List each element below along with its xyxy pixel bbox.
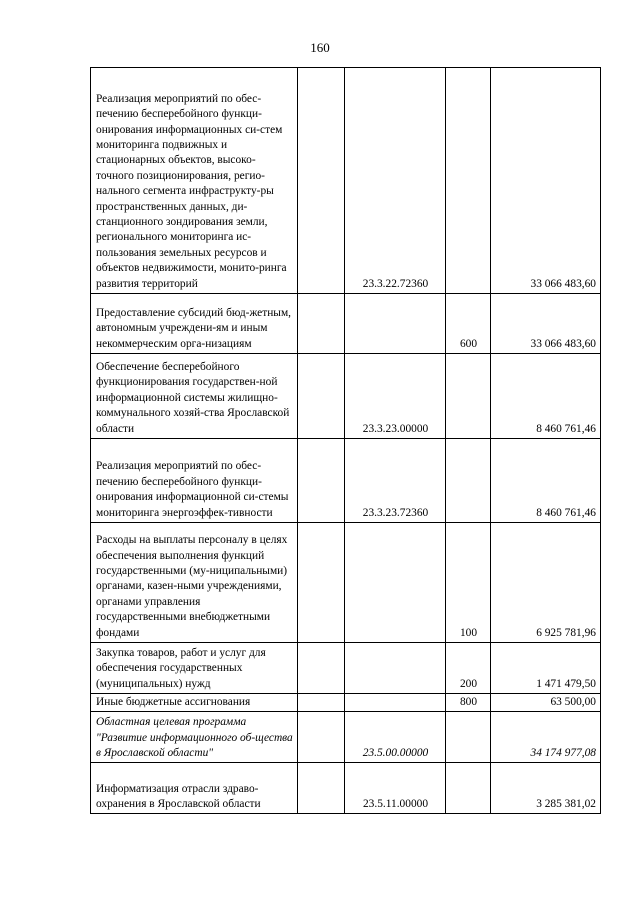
row-type bbox=[446, 354, 491, 439]
row-empty-cell bbox=[298, 523, 345, 643]
row-amount: 33 066 483,60 bbox=[491, 294, 601, 354]
row-type: 200 bbox=[446, 643, 491, 694]
row-code bbox=[345, 643, 446, 694]
row-amount: 1 471 479,50 bbox=[491, 643, 601, 694]
row-empty-cell bbox=[298, 763, 345, 814]
row-empty-cell bbox=[298, 694, 345, 712]
table-row bbox=[91, 694, 601, 712]
row-code: 23.3.23.72360 bbox=[345, 439, 446, 523]
row-empty-cell bbox=[298, 643, 345, 694]
row-name: Реализация мероприятий по обес-печению бесперебойного функци-онирования информационной си-стемы мониторинга энергоэффек-тивности bbox=[91, 439, 298, 523]
row-type: 600 bbox=[446, 294, 491, 354]
row-name: Закупка товаров, работ и услуг для обеспечения государственных (муниципальных) нужд bbox=[91, 643, 298, 694]
row-amount: 8 460 761,46 bbox=[491, 354, 601, 439]
row-code: 23.3.23.00000 bbox=[345, 354, 446, 439]
row-type bbox=[446, 439, 491, 523]
row-name: Иные бюджетные ассигнования bbox=[91, 694, 298, 712]
row-name: Областная целевая программа "Развитие информационного об-щества в Ярославской области" bbox=[91, 712, 298, 763]
row-empty-cell bbox=[298, 439, 345, 523]
page-number: 160 bbox=[310, 40, 330, 55]
row-amount: 6 925 781,96 bbox=[491, 523, 601, 643]
row-type bbox=[446, 712, 491, 763]
row-empty-cell bbox=[298, 712, 345, 763]
table-row bbox=[91, 354, 601, 439]
row-amount: 34 174 977,08 bbox=[491, 712, 601, 763]
row-empty-cell bbox=[298, 294, 345, 354]
row-type: 800 bbox=[446, 694, 491, 712]
table-row bbox=[91, 439, 601, 523]
row-name: Информатизация отрасли здраво-охранения в Ярославской области bbox=[91, 763, 298, 814]
table-row bbox=[91, 763, 601, 814]
row-type: 100 bbox=[446, 523, 491, 643]
row-name: Реализация мероприятий по обес-печению бесперебойного функци-онирования информационных си-стем мониторинга подвижных и стационарных объектов, высоко-точного позиционирования, регио-нального сегмента инфраструкту-ры пространственных данных, ди-станционного зондирования земли, регионального мониторинга ис-пользования земельных ресурсов и объектов недвижимости, монито-ринга развития территорий bbox=[91, 68, 298, 294]
row-empty-cell bbox=[298, 68, 345, 294]
table-row bbox=[91, 712, 601, 763]
row-amount: 3 285 381,02 bbox=[491, 763, 601, 814]
row-type bbox=[446, 68, 491, 294]
row-type bbox=[446, 763, 491, 814]
row-name: Расходы на выплаты персоналу в целях обеспечения выполнения функций государственными (му-ниципальными) органами, казен-ными учреждениями, органами управления государственными внебюджетными фондами bbox=[91, 523, 298, 643]
budget-table bbox=[90, 67, 601, 814]
table-row bbox=[91, 643, 601, 694]
row-amount: 33 066 483,60 bbox=[491, 68, 601, 294]
row-code: 23.3.22.72360 bbox=[345, 68, 446, 294]
row-code bbox=[345, 294, 446, 354]
row-amount: 8 460 761,46 bbox=[491, 439, 601, 523]
table-row bbox=[91, 294, 601, 354]
row-code bbox=[345, 523, 446, 643]
row-name: Обеспечение бесперебойного функционирования государствен-ной информационной системы жилищно-коммунального хозяй-ства Ярославской области bbox=[91, 354, 298, 439]
row-empty-cell bbox=[298, 354, 345, 439]
row-code bbox=[345, 694, 446, 712]
row-name: Предоставление субсидий бюд-жетным, автономным учреждени-ям и иным некоммерческим орга-низациям bbox=[91, 294, 298, 354]
row-code: 23.5.11.00000 bbox=[345, 763, 446, 814]
row-amount: 63 500,00 bbox=[491, 694, 601, 712]
table-row bbox=[91, 68, 601, 294]
row-code: 23.5.00.00000 bbox=[345, 712, 446, 763]
table-row bbox=[91, 523, 601, 643]
